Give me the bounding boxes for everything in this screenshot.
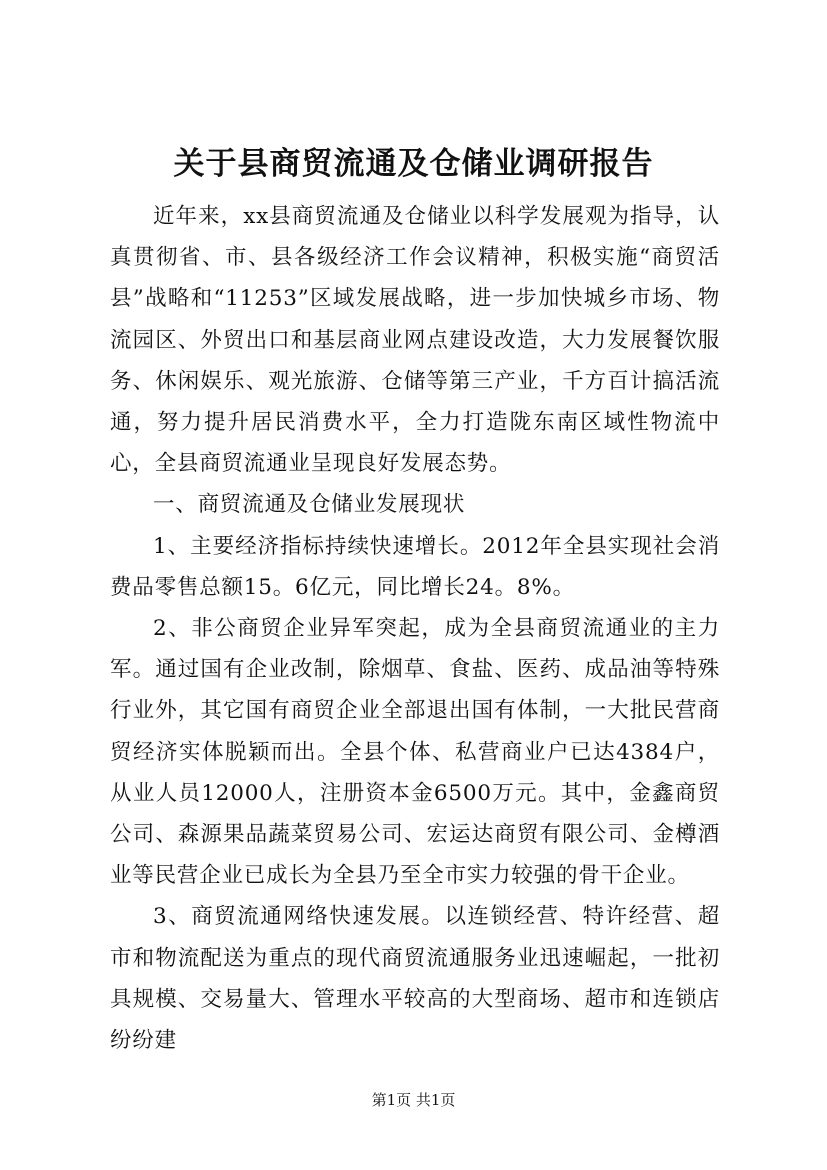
document-body <box>110 196 720 1061</box>
paragraph-item-2: 2、非公商贸企业异军突起，成为全县商贸流通业的主力军。通过国有企业改制，除烟草、食盐、医药、成品油等特殊行业外，其它国有商贸企业全部退出国有体制，一大批民营商贸经济实体脱颖而出。全县个体、私营商业户已达4384户，从业人员12000人，注册资本金6500万元。其中，金鑫商贸公司、森源果品蔬菜贸易公司、宏运达商贸有限公司、金樽酒业等民营企业已成长为全县乃至全市实力较强的骨干企业。 <box>110 616 720 889</box>
paragraph-item-1: 1、主要经济指标持续快速增长。2012年全县实现社会消费品零售总额15。6亿元，同比增长24。8%。 <box>110 533 720 600</box>
paragraph-item-3: 3、商贸流通网络快速发展。以连锁经营、特许经营、超市和物流配送为重点的现代商贸流通服务业迅速崛起，一批初具规模、交易量大、管理水平较高的大型商场、超市和连锁店纷纷建 <box>110 904 720 1054</box>
section-heading-1: 一、商贸流通及仓储业发展现状 <box>153 492 466 518</box>
paragraph-intro: 近年来，xx县商贸流通及仓储业以科学发展观为指导，认真贯彻省、市、县各级经济工作会议精神，积极实施“商贸活县”战略和“11253”区域发展战略，进一步加快城乡市场、物流园区、外贸出口和基层商业网点建设改造，大力发展餐饮服务、休闲娱乐、观光旅游、仓储等第三产业，千方百计搞活流通，努力提升居民消费水平，全力打造陇东南区域性物流中心，全县商贸流通业呈现良好发展态势。 <box>110 204 720 477</box>
document-title: 关于县商贸流通及仓储业调研报告 <box>173 146 654 182</box>
page-footer: 第1页 共1页 <box>371 1091 456 1109</box>
